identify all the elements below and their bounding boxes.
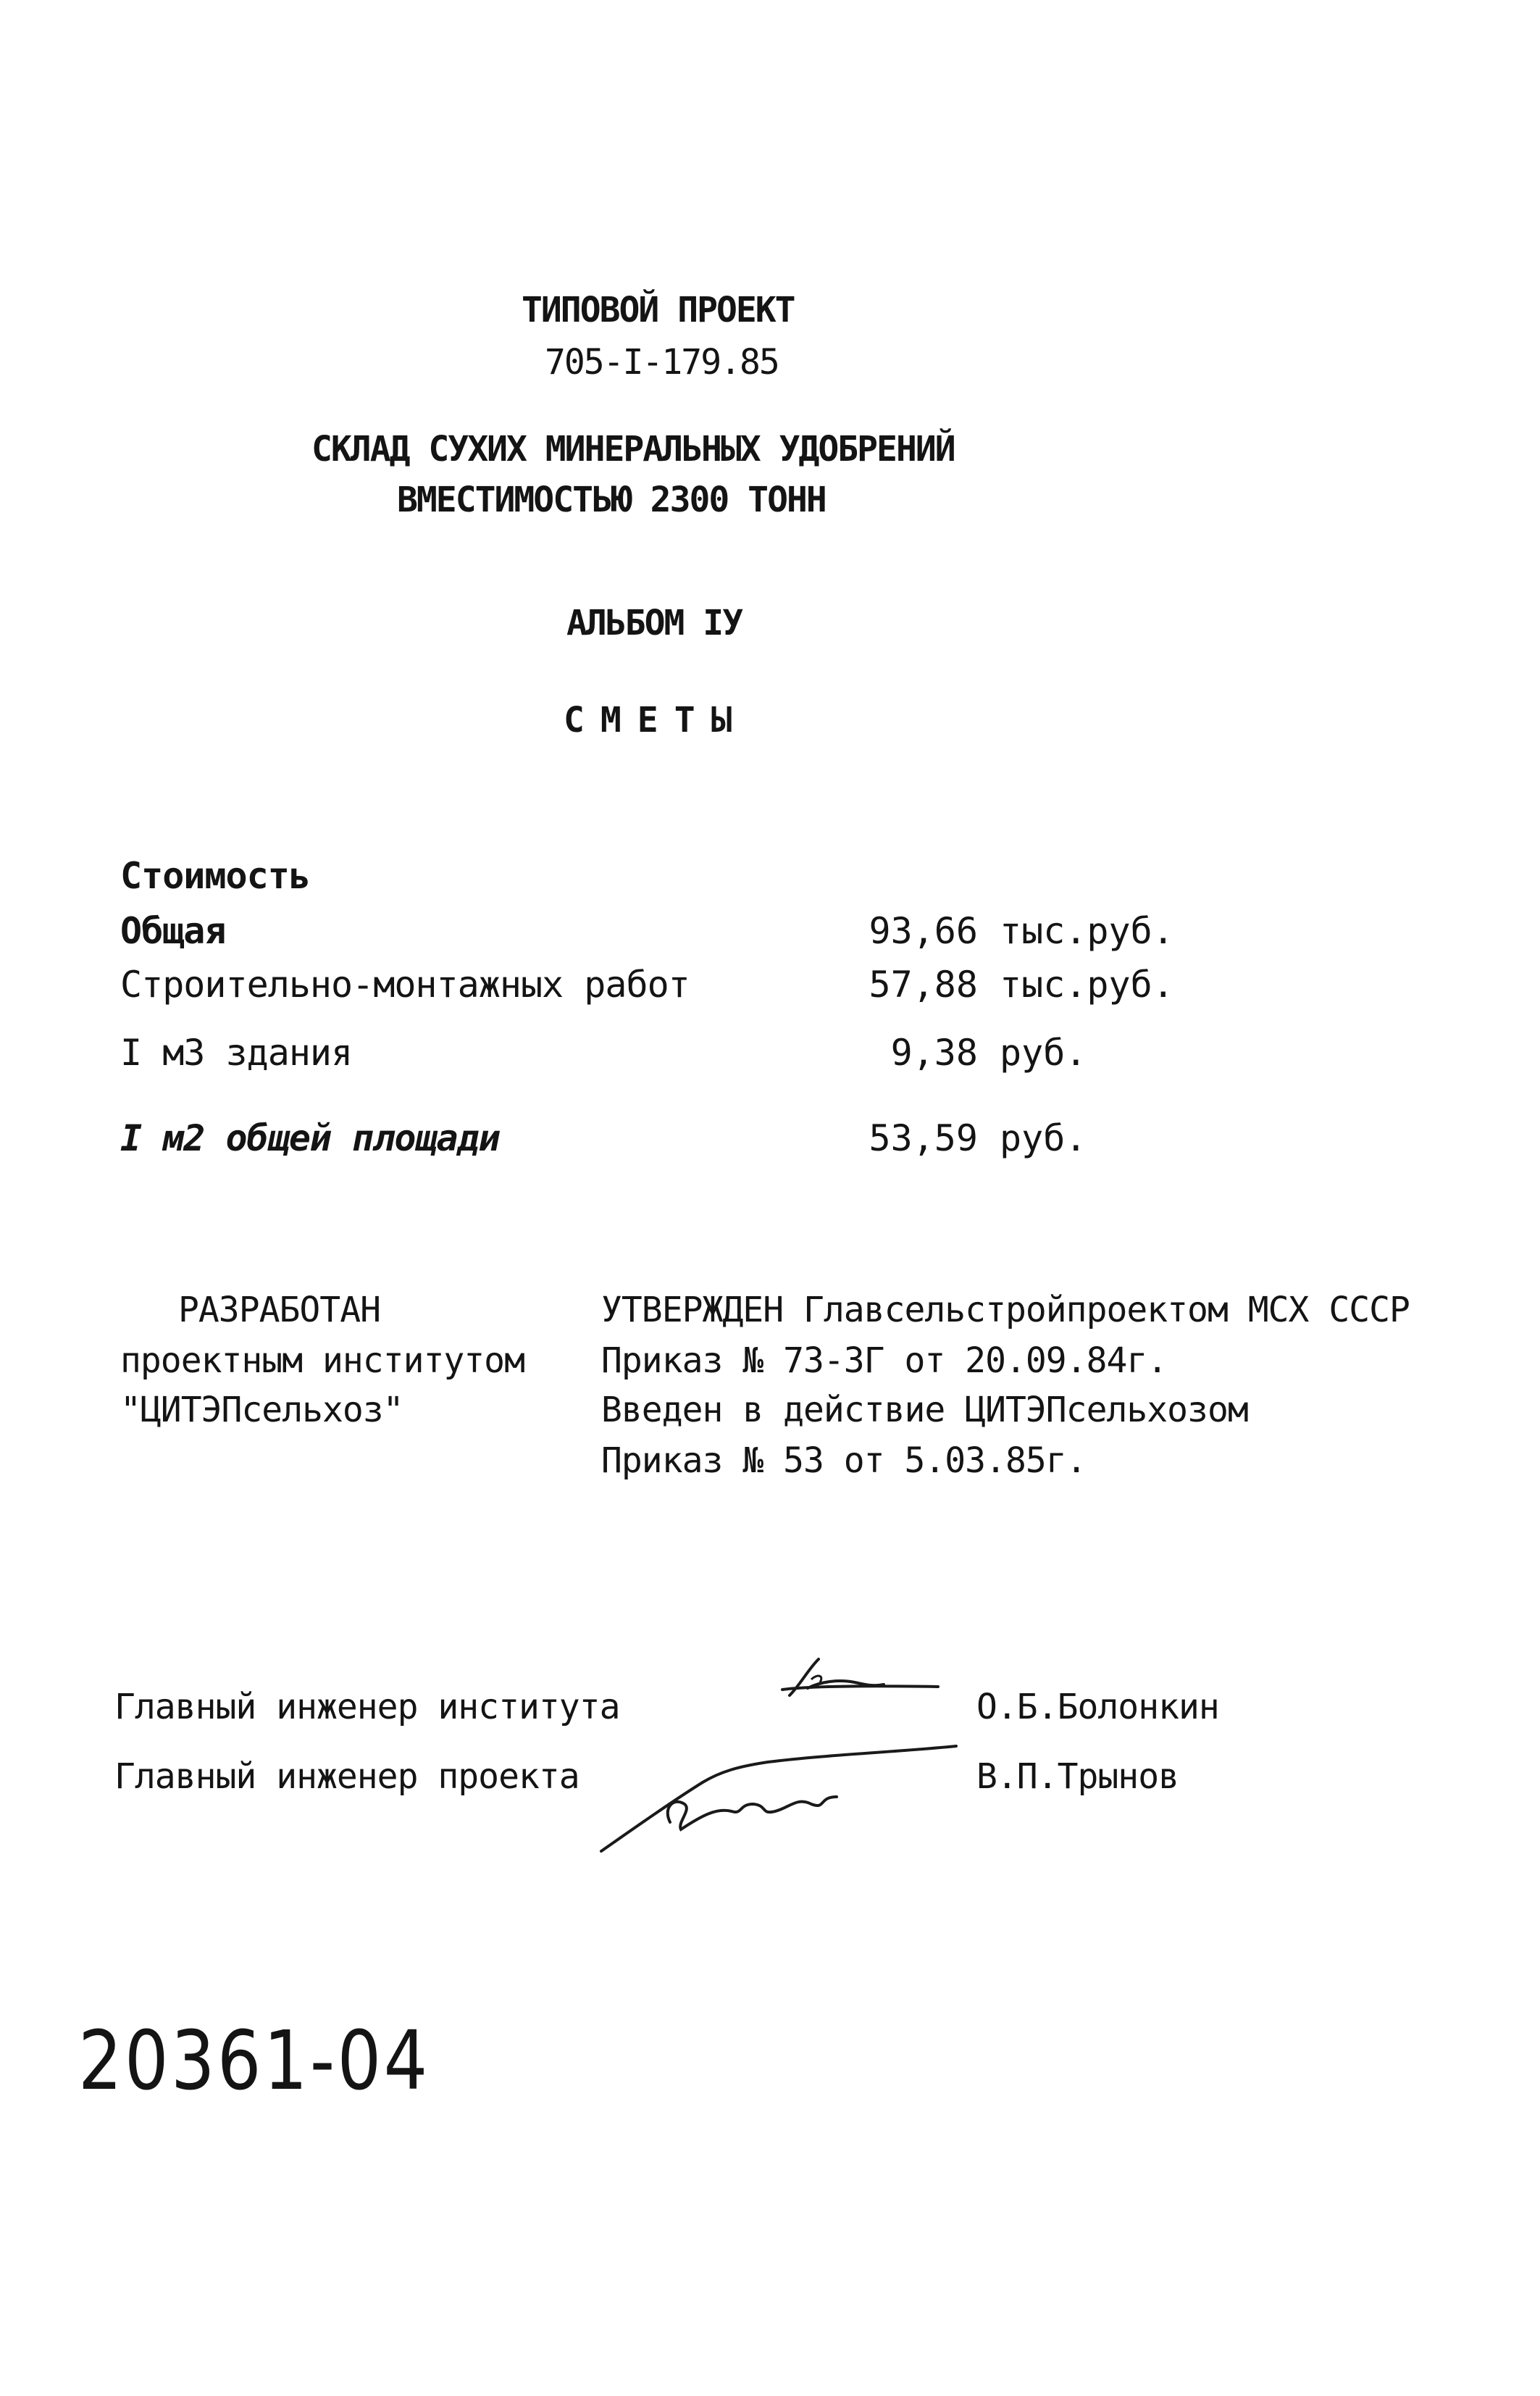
signature-name: В.П.Трынов bbox=[976, 1756, 1179, 1797]
developed-heading: РАЗРАБОТАН bbox=[178, 1290, 380, 1330]
cost-row-unit: руб. bbox=[1000, 1117, 1087, 1159]
handwritten-signature bbox=[739, 1645, 949, 1724]
project-number: 705-I-179.85 bbox=[545, 342, 779, 383]
object-name-line2: ВМЕСТИМОСТЬЮ 2300 ТОНН bbox=[397, 480, 826, 520]
object-name-line1: СКЛАД СУХИХ МИНЕРАЛЬНЫХ УДОБРЕНИЙ bbox=[311, 429, 955, 469]
archive-stamp-number: 20361-04 bbox=[78, 2014, 430, 2108]
section-title: СМЕТЫ bbox=[564, 700, 748, 740]
cost-row-unit: руб. bbox=[1000, 1032, 1087, 1074]
approved-order-line: Приказ № 73-ЗГ от 20.09.84г. bbox=[601, 1340, 1168, 1381]
cost-row-label: I м3 здания bbox=[120, 1032, 353, 1074]
approved-line: УТВЕРЖДЕН Главсельстройпроектом МСХ СССР bbox=[601, 1290, 1410, 1330]
cost-row-label: Общая bbox=[120, 910, 226, 952]
cost-row-value: 93,66 bbox=[869, 910, 978, 952]
signature-role: Главный инженер института bbox=[114, 1687, 620, 1727]
cost-row-value: 9,38 bbox=[890, 1032, 978, 1074]
cost-row-unit: тыс.руб. bbox=[1000, 964, 1174, 1006]
project-type: ТИПОВОЙ ПРОЕКТ bbox=[522, 290, 795, 330]
signature-role: Главный инженер проекта bbox=[114, 1756, 579, 1797]
album-title: АЛЬБОМ IУ bbox=[566, 603, 742, 643]
enacted-order-line: Приказ № 53 от 5.03.85г. bbox=[601, 1440, 1087, 1481]
developed-institute-name: "ЦИТЭПсельхоз" bbox=[120, 1390, 403, 1430]
signature-name: О.Б.Болонкин bbox=[976, 1687, 1219, 1727]
enacted-line: Введен в действие ЦИТЭПсельхозом bbox=[601, 1390, 1248, 1430]
cost-row-value: 57,88 bbox=[869, 964, 978, 1006]
handwritten-signature bbox=[594, 1724, 971, 1869]
cost-row-value: 53,59 bbox=[869, 1117, 978, 1159]
cost-heading: Стоимость bbox=[120, 855, 310, 897]
cost-row-unit: тыс.руб. bbox=[1000, 910, 1174, 952]
cost-row-label: I м2 общей площади bbox=[120, 1117, 500, 1159]
developed-institute-line: проектным институтом bbox=[120, 1340, 524, 1381]
cost-row-label: Строительно-монтажных работ bbox=[120, 964, 690, 1006]
